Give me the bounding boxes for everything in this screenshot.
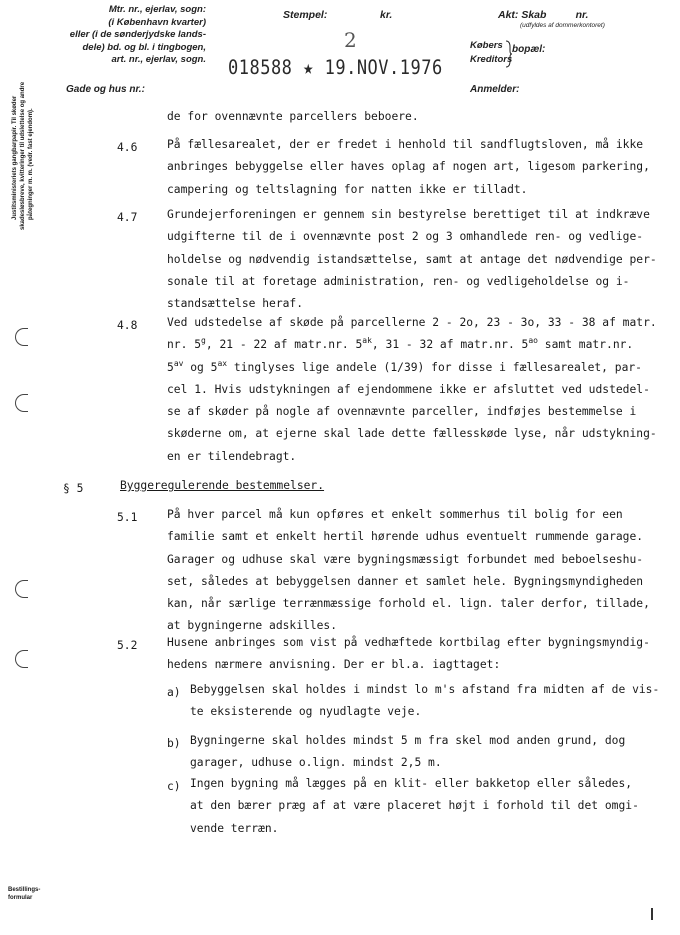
text-line: familie samt et enkelt hertil hørende udhus eventuelt rummende garage. [167,530,644,544]
text-line: anbringes bebyggelse eller haves oplag af nogen art, ligesom parkering, [167,160,650,174]
punch-hole-mark [15,650,28,668]
section-4-8-text [167,312,657,468]
handwritten-number: 2 [344,28,357,52]
text-fragment: , 21 - 22 af matr.nr. 5 [205,338,363,352]
section-number: 5.2 [117,639,138,652]
text-line: standsættelse heraf. [167,297,304,311]
text-line: se af skøder på nogle af ovennævnte parceller, indføjes bestemmelse i [167,405,637,419]
akt-field-label: Akt: Skab nr. [498,9,589,21]
text-fragment: og 5 [183,360,218,374]
kreditors-label: Kreditors [470,54,513,65]
item-c-text [190,773,639,840]
section-4-7-text [167,204,657,315]
text-line: te eksisterende og nyudlagte veje. [190,705,422,719]
punch-hole-mark [15,328,28,346]
item-a-text [190,679,659,724]
superscript: ao [528,336,538,346]
registration-stamp: 018588 ★ 19.NOV.1976 [228,56,443,80]
text-line [167,334,657,356]
item-label: a) [167,686,181,699]
text-line: hedens nærmere anvisning. Der er bl.a. iagttaget: [167,658,501,672]
text-line: campering og teltslagning for natten ikke er tilladt. [167,182,528,196]
text-line: en er tilendebragt. [167,449,297,463]
section-number: 5.1 [117,511,138,524]
item-b-text [190,730,625,775]
text-fragment: , 31 - 32 af matr.nr. 5 [371,338,529,352]
superscript: ax [217,358,228,368]
margin-line: skadesløsbreve, kvitteringer til udslettelse og andre [20,81,26,230]
text-line: Ved udstedelse af skøde på parcellerne 2 - 2o, 23 - 3o, 33 - 38 af matr. [167,316,657,329]
text-fragment: samt matr.nr. [538,338,634,352]
mtr-line: dele) bd. og bl. i tingbogen, [82,41,206,53]
paragraph-symbol: § 5 [63,482,84,495]
text-line: Husene anbringes som vist på vedhæftede kortbilag efter bygningsmyndig- [167,636,650,649]
text-fragment: nr. 5 [167,338,202,352]
anmelder-field-label: Anmelder: [470,84,520,95]
section-5-1-text [167,504,650,638]
continuation-line: de for ovennævnte parcellers beboere. [167,110,419,123]
text-line: cel 1. Hvis udstykningen af ejendommene ikke er afsluttet ved udstedel- [167,382,650,396]
mtr-line: art. nr., ejerlav, sogn. [111,54,206,65]
punch-hole-mark [15,394,28,412]
text-line: holdelse og nødvendig istandsættelse, samt at antage det nødvendige per- [167,252,657,266]
text-line: set, således at bebyggelsen danner et samlet hele. Bygningsmyndigheden [167,574,644,588]
superscript: ak [362,336,372,346]
kobers-label: Købers [470,40,503,51]
bestillings-line: Bestillings- [8,887,41,893]
margin-vertical-text [0,40,60,240]
mtr-field-label [66,4,206,67]
text-line: kan, når særlige terrænmæssige forhold el. lign. taler derfor, tillade, [167,597,650,611]
text-line: På fællesarealet, der er fredet i henhold til sandflugtsloven, må ikke [167,138,644,151]
text-line: garager, udhuse o.lign. mindst 2,5 m. [190,756,442,770]
text-line: Garager og udhuse skal være bygningsmæssigt forbundet med beboelseshu- [167,552,644,566]
margin-line: påtegninger m. m. (vedr. fast ejendom). [28,108,34,220]
gade-field-label: Gade og hus nr.: [66,84,145,95]
text-fragment: tinglyses lige andele (1/39) for disse i fællesarealet, par- [227,360,642,374]
mtr-line: Mtr. nr., ejerlav, sogn: [108,4,206,15]
text-line: at den bærer præg af at være placeret højt i forhold til det omgi- [190,799,639,813]
mtr-line: (i København kvarter) [108,16,206,28]
superscript: g [201,336,206,346]
section-4-6-text [167,134,650,201]
text-line: Bebyggelsen skal holdes i mindst lo m's afstand fra midten af de vis- [190,683,660,696]
text-line: sonale til at foretage administration, ren- og vedligeholdelse og i- [167,274,630,288]
item-label: b) [167,737,181,750]
section-number: 4.8 [117,319,138,332]
bestillings-line: formular [8,895,33,901]
item-label: c) [167,780,181,793]
text-line: skøderne om, at ejerne skal lade dette fællesskøde lyse, når udstykning- [167,427,657,441]
text-line: På hver parcel må kun opføres et enkelt sommerhus til bolig for een [167,508,623,521]
mtr-line: eller (i de sønderjydske lands- [69,29,206,40]
text-line: Ingen bygning må lægges på en klit- eller bakketop eller således, [190,777,633,790]
kr-field-label: kr. [380,9,393,21]
bestillings-label [8,886,40,902]
text-line [167,357,657,379]
corner-mark [651,908,653,920]
text-line: udgifterne til de i ovennævnte post 2 og 3 omhandlede ren- og vedlige- [167,230,644,244]
akt-subnote: (udfyldes af dommerkontoret) [520,22,605,29]
text-line: vende terræn. [190,821,279,835]
superscript: av [173,358,184,368]
punch-hole-mark [15,580,28,598]
text-line: Grundejerforeningen er gennem sin bestyrelse berettiget til at indkræve [167,208,650,221]
stempel-field-label: Stempel: [283,9,328,21]
text-line: Bygningerne skal holdes mindst 5 m fra skel mod anden grund, dog [190,734,626,747]
bopael-field-label: bopæl: [512,44,546,55]
margin-line: Justitsministeriets gangbarpapir. Til skøder [12,95,18,220]
section-heading: Byggeregulerende bestemmelser. [120,479,325,492]
text-line: at bygningerne adskilles. [167,619,338,633]
text-fragment: 5 [167,360,174,374]
section-5-2-text [167,632,650,677]
section-number: 4.6 [117,141,138,154]
section-number: 4.7 [117,211,138,224]
